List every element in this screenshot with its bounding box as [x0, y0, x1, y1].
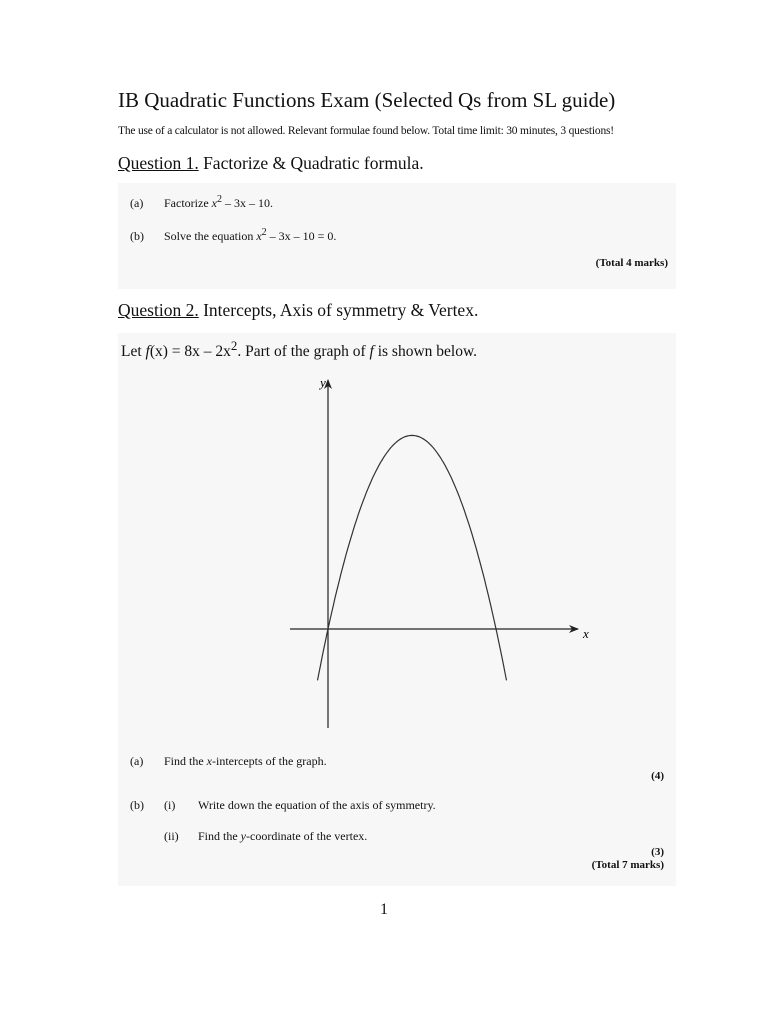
variable: x [256, 229, 262, 243]
question-1-number: Question 1. [118, 153, 199, 173]
part-label: (a) [130, 754, 144, 768]
question-2-part-a [130, 754, 327, 769]
question-1-title: Factorize & Quadratic formula. [198, 153, 424, 173]
question-2-title: Intercepts, Axis of symmetry & Vertex. [198, 300, 479, 320]
question-1-total-marks: (Total 4 marks) [595, 257, 668, 269]
part-label: (b) [130, 798, 144, 812]
part-text: Find the [164, 754, 207, 768]
intro-text: (x) = 8x – 2x [149, 343, 231, 361]
part-text: – 3x – 10. [221, 196, 273, 210]
question-2-part-b-ii [164, 829, 367, 844]
page-number: 1 [380, 901, 388, 918]
y-axis-label: y [320, 375, 326, 390]
question-2-total-marks: (Total 7 marks) [591, 859, 664, 871]
part-text: -intercepts of the graph. [212, 754, 327, 768]
question-2-part-a-marks: (4) [651, 770, 664, 782]
intro-text: . Part of the graph of [237, 343, 370, 361]
part-text: – 3x – 10 = 0. [266, 229, 337, 243]
subpart-label: (i) [164, 798, 176, 812]
part-text: Write down the equation of the axis of symmetry. [198, 798, 436, 812]
question-2-heading [118, 300, 478, 321]
part-label: (b) [130, 229, 144, 243]
intro-text: Let [121, 343, 146, 361]
question-1-box [118, 183, 676, 289]
part-text: Factorize [164, 196, 212, 210]
part-text: Find the [198, 829, 241, 843]
question-1-part-b [130, 227, 336, 244]
instructions: The use of a calculator is not allowed. Relevant formulae found below. Total time limit: 30 minutes, 3 questions! [118, 125, 614, 137]
variable: y [240, 829, 246, 843]
function-name: f [369, 343, 374, 361]
exponent: 2 [261, 227, 267, 238]
exponent: 2 [230, 338, 238, 353]
question-2-box [118, 333, 676, 886]
part-text: Solve the equation [164, 229, 257, 243]
question-2-part-b-i [130, 798, 436, 813]
question-1-part-a [130, 194, 273, 211]
intro-text: is shown below. [373, 343, 478, 361]
question-2-part-b-marks: (3) [651, 846, 664, 858]
x-axis-label: x [583, 626, 589, 641]
question-1-heading [118, 153, 424, 174]
variable: x [206, 754, 212, 768]
question-2-number: Question 2. [118, 300, 199, 320]
parabola-curve [318, 435, 507, 680]
parabola-graph [118, 333, 676, 733]
part-text: -coordinate of the vertex. [246, 829, 368, 843]
page-title: IB Quadratic Functions Exam (Selected Qs from SL guide) [118, 88, 616, 112]
subpart-label: (ii) [164, 829, 179, 843]
variable: x [211, 196, 217, 210]
exponent: 2 [216, 194, 222, 205]
part-label: (a) [130, 196, 144, 210]
function-name: f [145, 343, 150, 361]
